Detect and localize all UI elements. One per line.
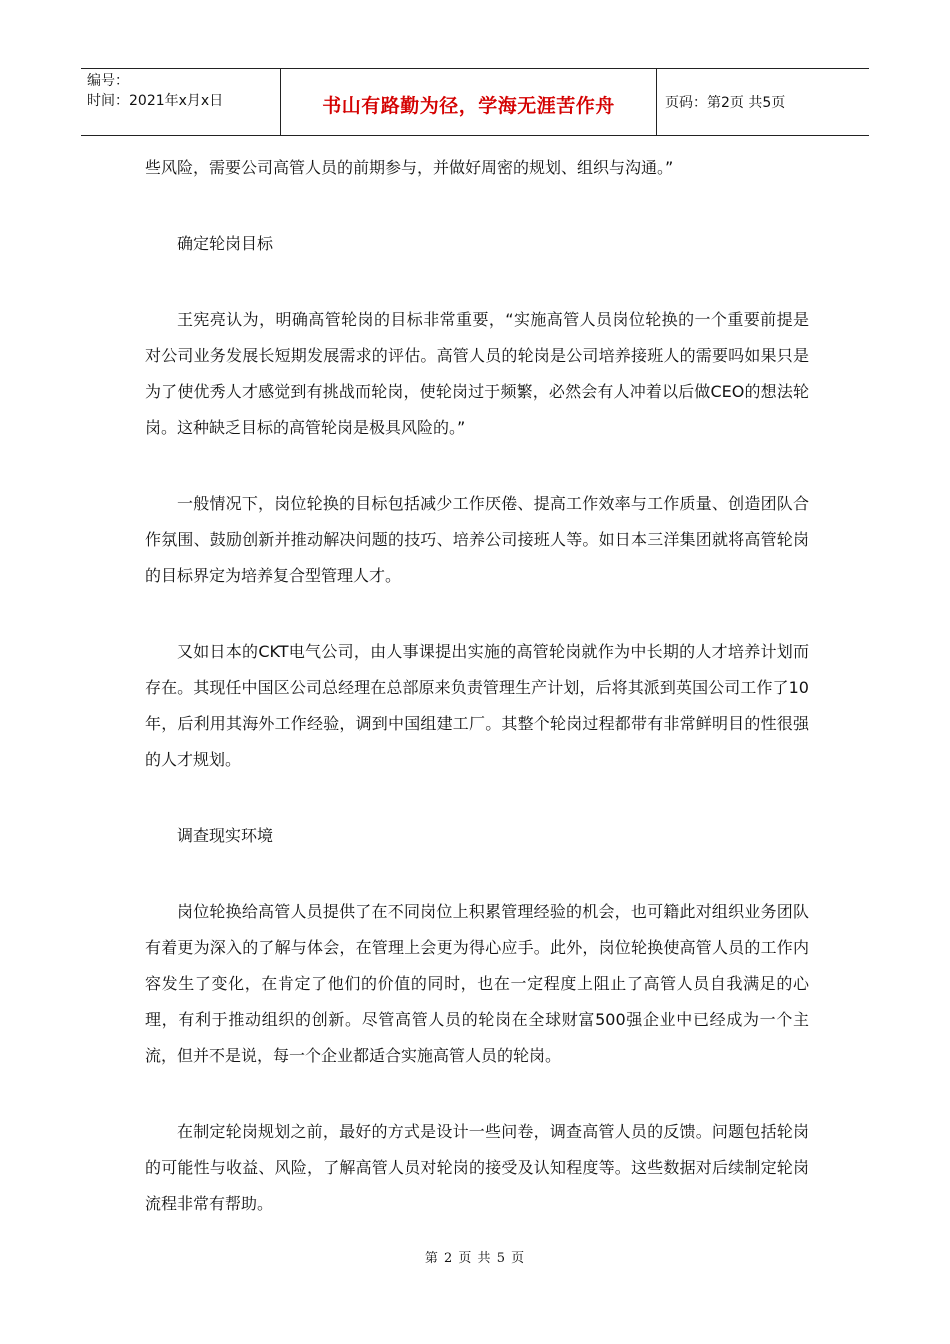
body-paragraph: 又如日本的CKT电气公司，由人事课提出实施的高管轮岗就作为中长期的人才培养计划而存在。其现任中国区公司总经理在总部原来负责管理生产计划，后将其派到英国公司工作了10年，后利用其海外工作经验，调到中国组建工厂。其整个轮岗过程都带有非常鲜明目的性很强的人才规划。 — [145, 642, 809, 769]
body-paragraph: 些风险，需要公司高管人员的前期参与，并做好周密的规划、组织与沟通。” — [145, 158, 674, 177]
page-header — [81, 68, 869, 136]
section-heading: 确定轮岗目标 — [177, 234, 274, 253]
body-paragraph: 岗位轮换给高管人员提供了在不同岗位上积累管理经验的机会，也可籍此对组织业务团队有着更为深入的了解与体会，在管理上会更为得心应手。此外，岗位轮换使高管人员的工作内容发生了变化，在肯定了他们的价值的同时，也在一定程度上阻止了高管人员自我满足的心理，有利于推动组织的创新。尽管高管人员的轮岗在全球财富500强企业中已经成为一个主流，但并不是说，每一个企业都适合实施高管人员的轮岗。 — [145, 902, 809, 1065]
body-paragraph: 在制定轮岗规划之前，最好的方式是设计一些问卷，调查高管人员的反馈。问题包括轮岗的可能性与收益、风险，了解高管人员对轮岗的接受及认知程度等。这些数据对后续制定轮岗流程非常有帮助。 — [145, 1122, 809, 1213]
document-number-label: 编号： — [87, 73, 129, 89]
document-body — [145, 150, 809, 1222]
header-meta-cell — [81, 69, 281, 135]
footer-page-number: 第 2 页 共 5 页 — [424, 1251, 526, 1266]
header-motto-cell — [281, 69, 657, 135]
header-page-cell — [657, 69, 869, 135]
document-date: 时间：2021年x月x日 — [87, 93, 224, 109]
header-page-code: 页码：第2页 共5页 — [665, 95, 786, 111]
page-footer — [0, 1247, 950, 1266]
body-paragraph: 王宪亮认为，明确高管轮岗的目标非常重要，“实施高管人员岗位轮换的一个重要前提是对公司业务发展长短期发展需求的评估。高管人员的轮岗是公司培养接班人的需要吗如果只是为了使优秀人才感觉到有挑战而轮岗，使轮岗过于频繁，必然会有人冲着以后做CEO的想法轮岗。这种缺乏目标的高管轮岗是极具风险的。” — [145, 310, 809, 437]
section-heading: 调查现实环境 — [177, 826, 274, 845]
header-motto: 书山有路勤为径，学海无涯苦作舟 — [322, 94, 615, 117]
body-paragraph: 一般情况下，岗位轮换的目标包括减少工作厌倦、提高工作效率与工作质量、创造团队合作氛围、鼓励创新并推动解决问题的技巧、培养公司接班人等。如日本三洋集团就将高管轮岗的目标界定为培养复合型管理人才。 — [145, 494, 809, 585]
